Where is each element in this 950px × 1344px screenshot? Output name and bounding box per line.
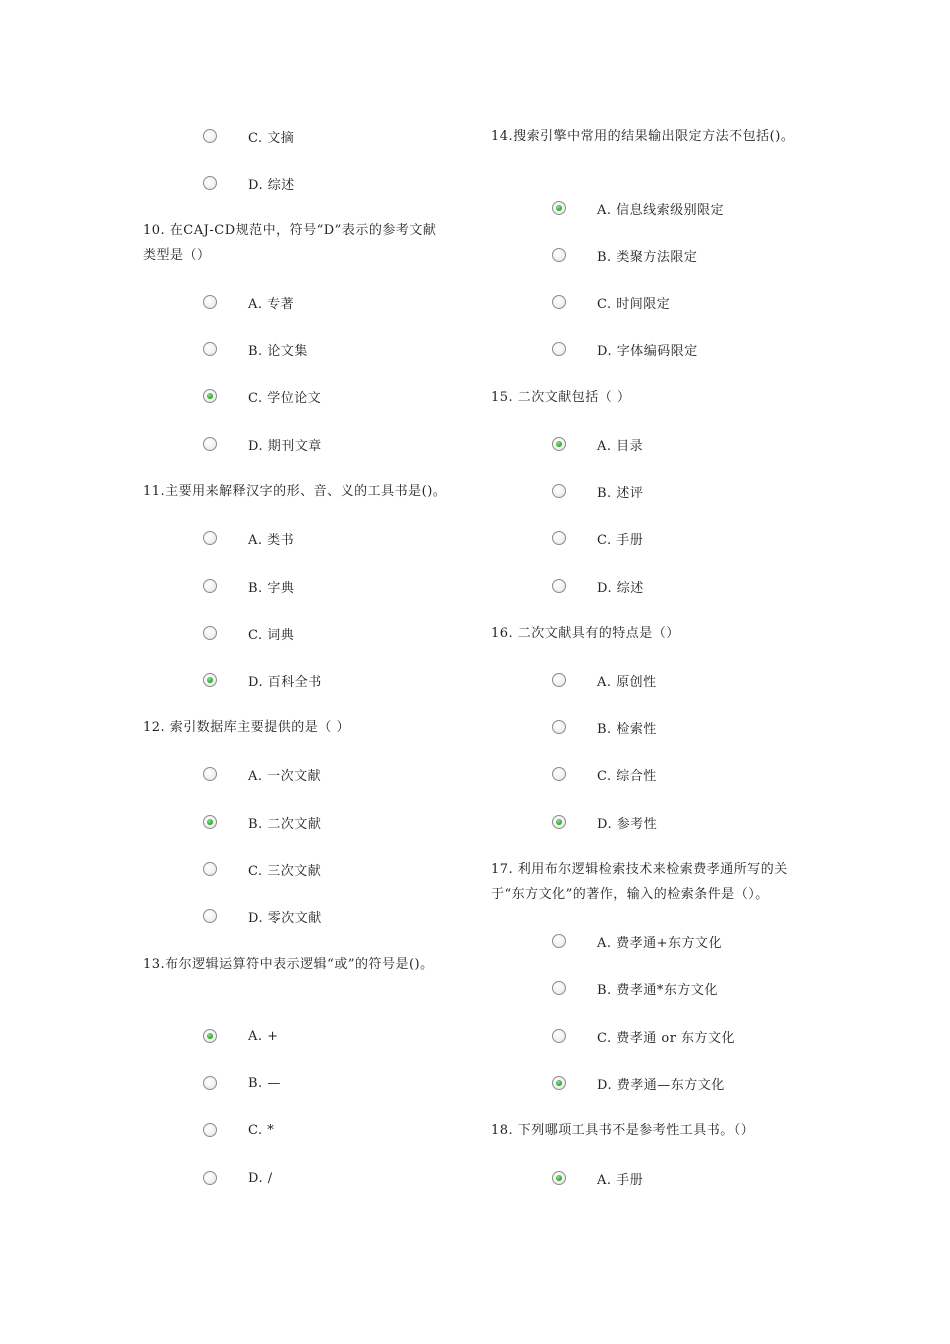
option-label: C. 词典 [248, 627, 295, 643]
question-text-line: 16. 二次文献具有的特点是（） [491, 626, 680, 641]
option-label: C. 费孝通 or 东方文化 [597, 1030, 736, 1046]
question-16 [491, 621, 831, 646]
option-label: D. 综述 [597, 580, 644, 596]
question-text-line: 12. 索引数据库主要提供的是（ ） [143, 720, 350, 735]
option-label: D. 字体编码限定 [597, 343, 698, 359]
option-label: C. * [248, 1122, 275, 1138]
option-label: B. 费孝通*东方文化 [597, 982, 718, 998]
radio-button[interactable] [552, 437, 566, 451]
option-q17-c[interactable] [552, 1024, 735, 1048]
option-label: B. 论文集 [248, 343, 308, 359]
question-17 [491, 857, 831, 907]
question-text-line: 类型是（） [143, 248, 211, 263]
question-text-line: 17. 利用布尔逻辑检索技术来检索费孝通所写的关 [491, 862, 788, 877]
option-q14-b[interactable] [552, 243, 697, 267]
option-q15-c[interactable] [552, 526, 643, 550]
option-label: C. 学位论文 [248, 390, 322, 406]
question-text-line: 13.布尔逻辑运算符中表示逻辑“或”的符号是()。 [143, 957, 434, 972]
radio-button[interactable] [552, 342, 566, 356]
question-text-line: 10. 在CAJ-CD规范中，符号“D”表示的参考文献 [143, 223, 437, 238]
question-text-line: 11.主要用来解释汉字的形、音、义的工具书是()。 [143, 484, 447, 499]
question-18 [491, 1118, 831, 1143]
radio-button[interactable] [552, 248, 566, 262]
option-q17-b[interactable] [552, 976, 718, 1000]
option-label: B. 检索性 [597, 721, 657, 737]
option-label: C. 综合性 [597, 768, 657, 784]
radio-button[interactable] [552, 767, 566, 781]
option-q16-d[interactable] [552, 810, 657, 834]
option-q15-b[interactable] [552, 479, 643, 503]
option-label: C. 时间限定 [597, 296, 671, 312]
option-label: A. 专著 [248, 296, 295, 312]
radio-button[interactable] [552, 1076, 566, 1090]
option-q18-a[interactable] [552, 1166, 643, 1190]
option-label: B. 类聚方法限定 [597, 249, 698, 265]
option-label: C. 文摘 [248, 130, 295, 146]
option-label: C. 三次文献 [248, 863, 322, 879]
question-text-line: 于“东方文化”的著作，输入的检索条件是（）。 [491, 887, 769, 902]
question-text-line: 15. 二次文献包括（ ） [491, 390, 631, 405]
option-label: D. / [248, 1170, 273, 1186]
option-label: B. 二次文献 [248, 816, 322, 832]
option-q14-a[interactable] [552, 196, 724, 220]
option-label: D. 费孝通—东方文化 [597, 1077, 725, 1093]
option-q17-a[interactable] [552, 929, 722, 953]
radio-button[interactable] [552, 484, 566, 498]
radio-button[interactable] [552, 934, 566, 948]
question-15 [491, 385, 831, 410]
question-text-line: 18. 下列哪项工具书不是参考性工具书。（） [491, 1123, 755, 1138]
option-label: A. 信息线索级别限定 [597, 202, 725, 218]
option-q14-d[interactable] [552, 337, 698, 361]
option-q16-a[interactable] [552, 668, 657, 692]
option-label: D. 零次文献 [248, 910, 322, 926]
option-q17-d[interactable] [552, 1071, 725, 1095]
option-label: A. 目录 [597, 438, 644, 454]
option-label: B. — [248, 1075, 281, 1091]
option-label: B. 述评 [597, 485, 644, 501]
radio-button[interactable] [552, 1029, 566, 1043]
option-q16-c[interactable] [552, 762, 657, 786]
option-q14-c[interactable] [552, 290, 670, 314]
option-label: B. 字典 [248, 580, 295, 596]
option-label: A. + [248, 1028, 279, 1044]
option-label: A. 原创性 [597, 674, 657, 690]
option-label: D. 综述 [248, 177, 295, 193]
radio-button[interactable] [552, 1171, 566, 1185]
radio-button[interactable] [552, 720, 566, 734]
option-label: A. 一次文献 [248, 768, 322, 784]
option-label: D. 参考性 [597, 816, 658, 832]
option-q15-a[interactable] [552, 432, 643, 456]
radio-button[interactable] [552, 579, 566, 593]
option-label: C. 手册 [597, 532, 644, 548]
option-q16-b[interactable] [552, 715, 657, 739]
option-label: D. 百科全书 [248, 674, 322, 690]
radio-button[interactable] [552, 295, 566, 309]
question-text-line: 14.搜索引擎中常用的结果输出限定方法不包括()。 [491, 129, 795, 144]
option-label: A. 类书 [248, 532, 295, 548]
option-label: D. 期刊文章 [248, 438, 322, 454]
question-14 [491, 124, 831, 149]
option-label: A. 费孝通+东方文化 [597, 935, 723, 951]
radio-button[interactable] [552, 815, 566, 829]
radio-button[interactable] [552, 673, 566, 687]
option-q15-d[interactable] [552, 574, 644, 598]
option-label: A. 手册 [597, 1172, 644, 1188]
radio-button[interactable] [552, 981, 566, 995]
radio-button[interactable] [552, 531, 566, 545]
radio-button[interactable] [552, 201, 566, 215]
